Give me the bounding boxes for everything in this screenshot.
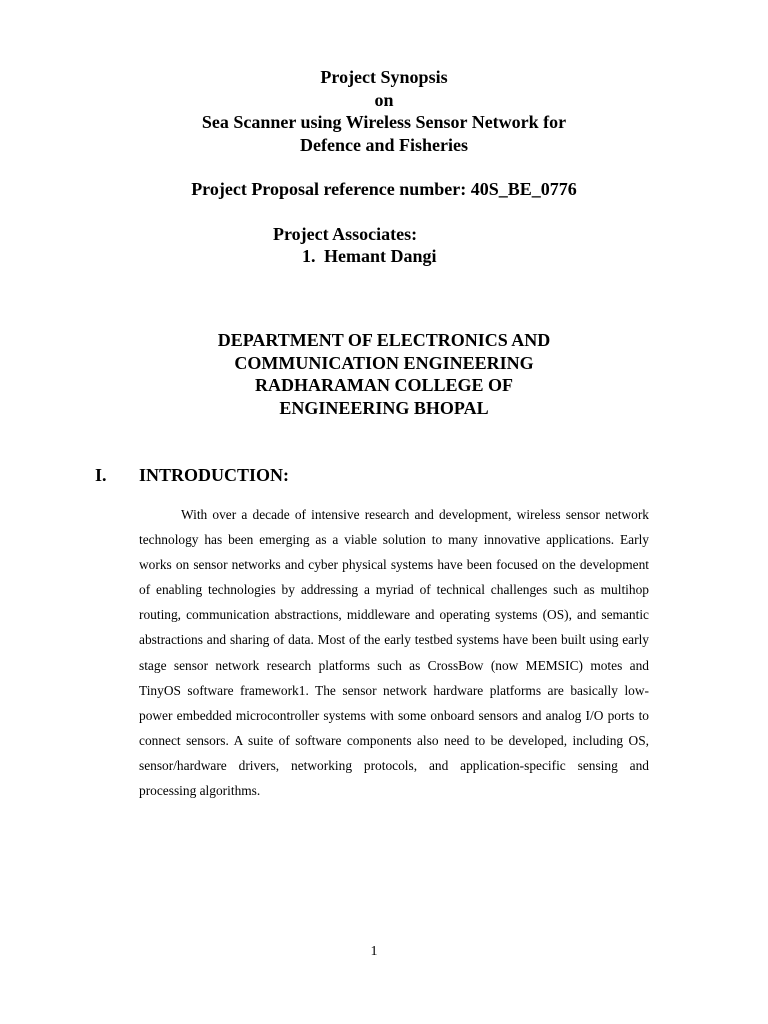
department-line-4: ENGINEERING BHOPAL xyxy=(279,397,489,418)
section-number: I. xyxy=(95,465,107,485)
department-line-1: DEPARTMENT OF ELECTRONICS AND xyxy=(217,330,551,350)
department-line-3: RADHARAMAN COLLEGE OF xyxy=(254,375,513,395)
department-line-2: COMMUNICATION ENGINEERING xyxy=(234,352,534,373)
title-block xyxy=(0,66,768,156)
title-line-1: Project Synopsis xyxy=(320,67,448,87)
title-line-2: on xyxy=(374,89,394,110)
section-title: INTRODUCTION: xyxy=(139,465,290,485)
title-line-4: Defence and Fisheries xyxy=(300,134,468,155)
associates-label: Project Associates: xyxy=(273,224,418,244)
associate-name: Hemant Dangi xyxy=(324,246,437,266)
department-block xyxy=(0,329,768,419)
introduction-paragraph: With over a decade of intensive research and development, wireless sensor network technology has been emerging as a viable solution to many innovative applications. Early works on sensor networks and cyber physical systems have been focused on the development of enabling technologies by addressing a myriad of technical challenges such as multihop routing, communication abstractions, middleware and operating systems (OS), and semantic abstractions and sharing of data. Most of the early testbed systems have been built using early stage sensor network research platforms such as CrossBow (now MEMSIC) motes and TinyOS software framework1. The sensor network hardware platforms are basically low-power embedded microcontroller systems with some onboard sensors and analog I/O ports to connect sensors. A suite of software components also need to be developed, including OS, sensor/hardware drivers, networking protocols, and application-specific sensing and processing algorithms. xyxy=(139,507,649,799)
title-line-3: Sea Scanner using Wireless Sensor Network for xyxy=(201,112,567,132)
associate-number: 1. xyxy=(302,246,316,266)
page-number: 1 xyxy=(370,944,378,959)
reference-number: Project Proposal reference number: 40S_BE_0776 xyxy=(191,179,577,199)
associate-item xyxy=(302,245,437,267)
